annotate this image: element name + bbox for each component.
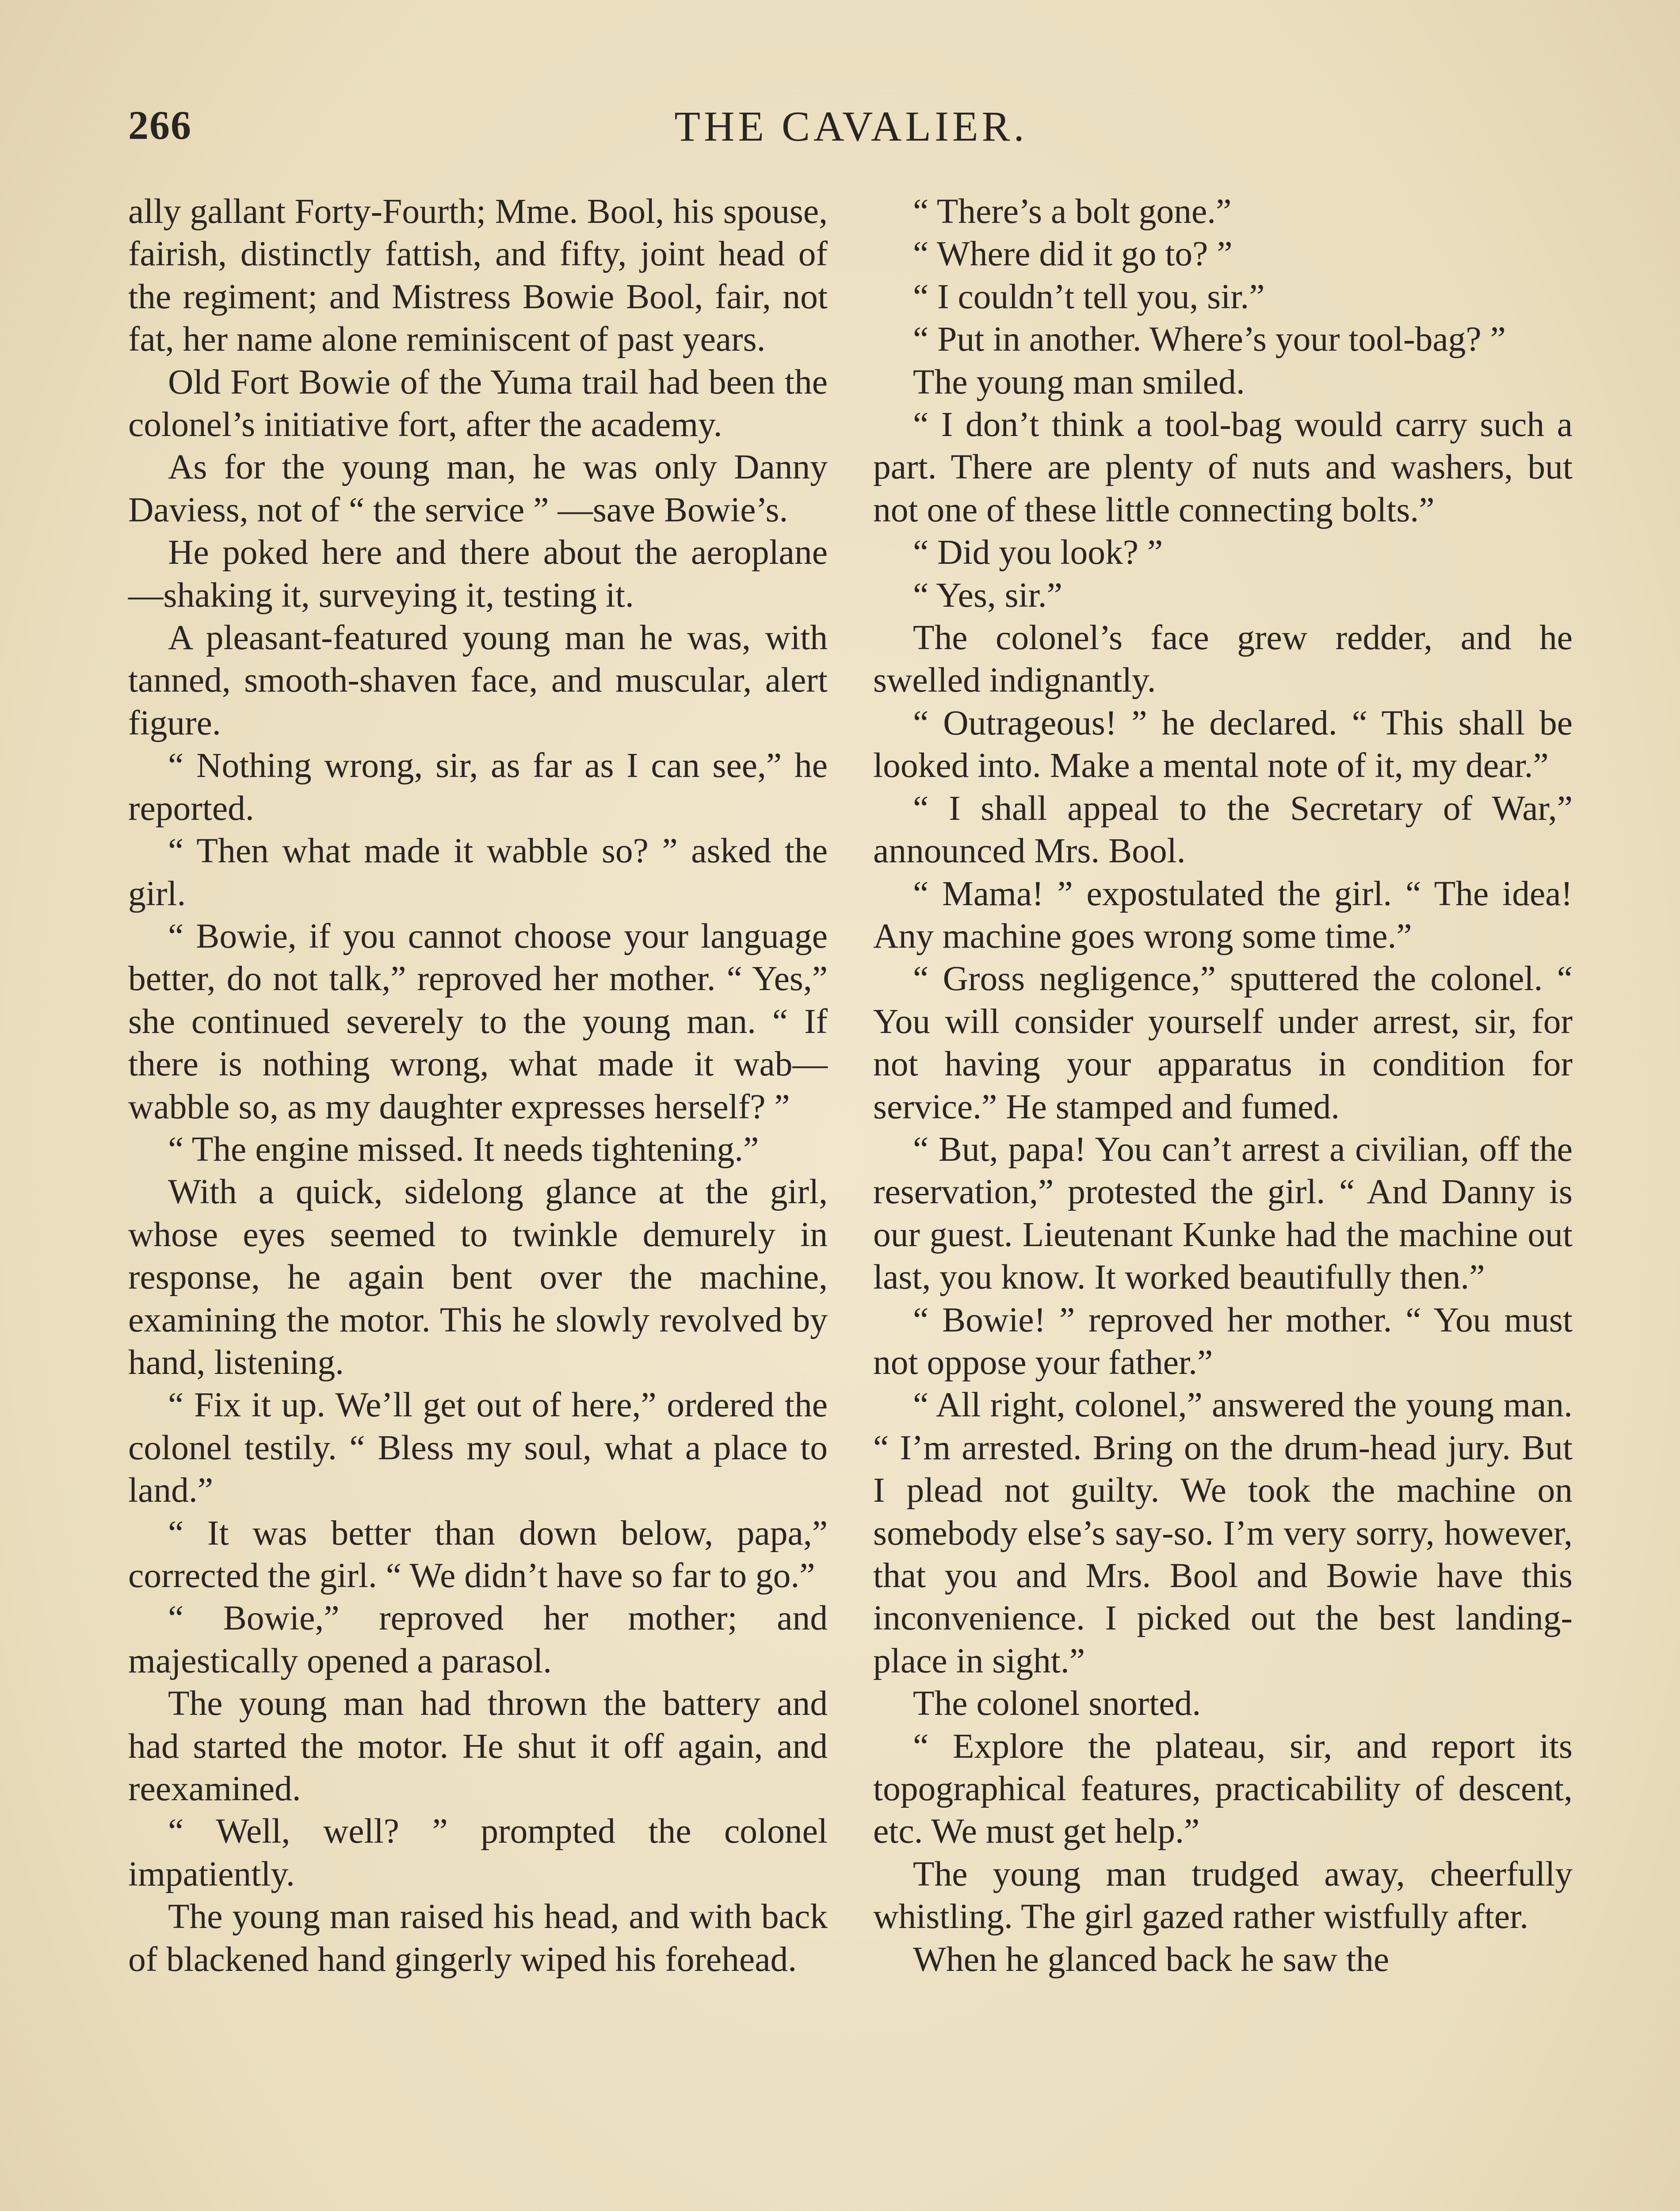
paragraph: The young man raised his head, and with back of blackened hand gingerly wiped his forehead. <box>128 1897 828 1979</box>
paragraph: He poked here and there about the aeroplane—shaking it, surveying it, testing it. <box>128 533 828 615</box>
paragraph: “ Outrageous! ” he declared. “ This shall be looked into. Make a mental note of it, my dear.” <box>873 703 1573 785</box>
paragraph: “ Gross negligence,” sputtered the colonel. “ You will consider yourself under arrest, sir, for not having your apparatus in condition for service.” He stamped and fumed. <box>873 959 1573 1126</box>
paragraph: The young man smiled. <box>913 362 1245 402</box>
text-column-right <box>873 190 1573 1981</box>
paragraph: “ Did you look? ” <box>913 533 1163 572</box>
paragraph: “ Bowie! ” reproved her mother. “ You must not oppose your father.” <box>873 1300 1573 1382</box>
paragraph: Old Fort Bowie of the Yuma trail had been the colonel’s initiative fort, after the academy. <box>128 362 828 444</box>
paragraph: “ Bowie,” reproved her mother; and majestically opened a parasol. <box>128 1599 828 1680</box>
paragraph: As for the young man, he was only Danny Daviess, not of “ the service ” —save Bowie’s. <box>128 448 828 529</box>
running-title: THE CAVALIER. <box>674 103 1028 150</box>
paragraph: “ Yes, sir.” <box>913 575 1062 615</box>
paragraph: “ Where did it go to? ” <box>913 234 1233 274</box>
paragraph: “ Explore the plateau, sir, and report its topographical features, practicability of descent, etc. We must get help.” <box>873 1726 1573 1851</box>
paragraph: “ Fix it up. We’ll get out of here,” ordered the colonel testily. “ Bless my soul, what a place to land.” <box>128 1385 828 1510</box>
paragraph: “ I couldn’t tell you, sir.” <box>913 277 1265 316</box>
paragraph: “ I shall appeal to the Secretary of War,” announced Mrs. Bool. <box>873 788 1573 871</box>
paragraph: With a quick, sidelong glance at the girl, whose eyes seemed to twinkle demurely in response, he again bent over the machine, examining the motor. This he slowly revolved by hand, listening. <box>128 1172 828 1382</box>
paragraph: “ But, papa! You can’t arrest a civilian, off the reservation,” protested the girl. “ And Danny is our guest. Lieutenant Kunke had the machine out last, you know. It worked beautifully then.” <box>873 1129 1573 1297</box>
paragraph: “ Then what made it wabble so? ” asked the girl. <box>128 831 828 913</box>
page-number: 266 <box>128 103 192 148</box>
paragraph: “ I don’t think a tool-bag would carry such a part. There are plenty of nuts and washers, but not one of these little connecting bolts.” <box>873 405 1573 529</box>
paragraph: “ Put in another. Where’s your tool-bag? ” <box>913 320 1506 359</box>
paragraph: When he glanced back he saw the <box>913 1939 1390 1979</box>
paragraph: The young man had thrown the battery and had started the motor. He shut it off again, and reexamined. <box>128 1684 828 1809</box>
paragraph: A pleasant-featured young man he was, with tanned, smooth-shaven face, and muscular, alert figure. <box>128 618 828 742</box>
paragraph: “ It was better than down below, papa,” corrected the girl. “ We didn’t have so far to go.” <box>128 1513 828 1595</box>
paragraph: The young man trudged away, cheerfully whistling. The girl gazed rather wistfully after. <box>873 1854 1573 1936</box>
text-column-left <box>128 190 828 1981</box>
paragraph: “ There’s a bolt gone.” <box>913 192 1232 231</box>
paragraph: “ Mama! ” expostulated the girl. “ The idea! Any machine goes wrong some time.” <box>873 874 1573 956</box>
paragraph: “ Bowie, if you cannot choose your language better, do not talk,” reproved her mother. “ Yes,” she continued severely to the young man. “ If there is nothing wrong, what made it wab— wabble so, as my daughter expresses herself? ” <box>128 916 828 1126</box>
paragraph: ally gallant Forty-Fourth; Mme. Bool, his spouse, fairish, distinctly fattish, and fifty, joint head of the regiment; and Mistress Bowie Bool, fair, not fat, her name alone reminiscent of past years. <box>128 192 828 359</box>
paragraph: “ Nothing wrong, sir, as far as I can see,” he reported. <box>128 746 828 828</box>
page-header <box>128 95 1574 161</box>
paragraph: The colonel snorted. <box>913 1684 1201 1723</box>
paragraph: “ The engine missed. It needs tightening.” <box>168 1129 759 1169</box>
paragraph: “ All right, colonel,” answered the young man. “ I’m arrested. Bring on the drum-head jury. But I plead not guilty. We took the machine on somebody else’s say-so. I’m very sorry, however, that you and Mrs. Bool and Bowie have this inconvenience. I picked out the best landing-place in sight.” <box>873 1385 1573 1680</box>
paragraph: The colonel’s face grew redder, and he swelled indignantly. <box>873 618 1573 700</box>
paragraph: “ Well, well? ” prompted the colonel impatiently. <box>128 1812 828 1894</box>
